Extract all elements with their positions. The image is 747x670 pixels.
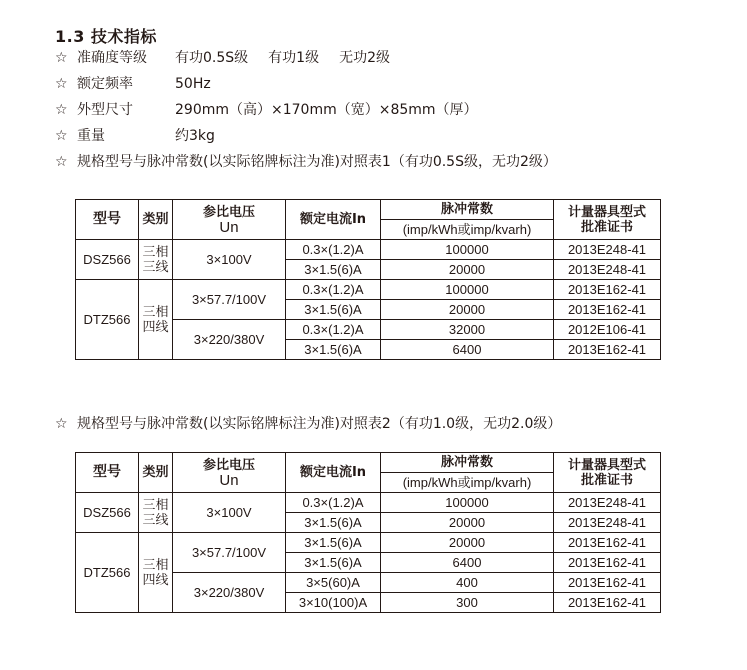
table-2-title <box>55 414 561 434</box>
model-cell: DTZ566 <box>76 533 139 613</box>
star-icon: ☆ <box>55 154 68 170</box>
table-row <box>76 280 661 300</box>
category-text: 三相 三线 <box>142 497 169 528</box>
current-cell: 0.3×(1.2)A <box>286 280 381 300</box>
category-text: 三相 四线 <box>142 304 169 335</box>
header-approval-line2: 批准证书 <box>580 219 633 235</box>
voltage-cell: 3×57.7/100V <box>173 533 286 573</box>
current-cell: 3×1.5(6)A <box>286 553 381 573</box>
spec-value: 有功0.5S级 <box>175 50 249 66</box>
table-1-title <box>55 152 557 172</box>
star-icon: ☆ <box>55 416 68 432</box>
pulse-cell: 6400 <box>381 553 554 573</box>
header-voltage <box>173 200 286 240</box>
cert-cell: 2013E248-41 <box>554 260 661 280</box>
header-approval <box>554 200 661 240</box>
pulse-cell: 300 <box>381 593 554 613</box>
current-cell: 0.3×(1.2)A <box>286 320 381 340</box>
cert-cell: 2013E162-41 <box>554 340 661 360</box>
table-row <box>76 240 661 260</box>
current-cell: 3×1.5(6)A <box>286 260 381 280</box>
category-cell <box>139 533 173 613</box>
header-approval <box>554 453 661 493</box>
header-current: 额定电流In <box>286 200 381 240</box>
header-model: 型号 <box>76 200 139 240</box>
header-approval-line2: 批准证书 <box>580 472 633 488</box>
pulse-cell: 400 <box>381 573 554 593</box>
cert-cell: 2013E162-41 <box>554 280 661 300</box>
current-cell: 3×1.5(6)A <box>286 340 381 360</box>
current-cell: 3×1.5(6)A <box>286 533 381 553</box>
cert-cell: 2013E162-41 <box>554 573 661 593</box>
cert-cell: 2013E248-41 <box>554 240 661 260</box>
table-title-text: 规格型号与脉冲常数(以实际铭牌标注为准)对照表2（有功1.0级，无功2.0级） <box>77 416 562 432</box>
spec-value: 无功2级 <box>339 50 390 66</box>
spec-value: 290mm（高）×170mm（宽）×85mm（厚） <box>175 102 478 118</box>
spec-dimensions <box>55 100 478 120</box>
spec-weight <box>55 126 215 146</box>
cert-cell: 2013E248-41 <box>554 513 661 533</box>
category-text: 三相 四线 <box>142 557 169 588</box>
header-voltage-label: 参比电压 <box>202 457 255 473</box>
spec-table-1 <box>75 199 661 360</box>
model-cell: DSZ566 <box>76 493 139 533</box>
header-voltage-label: 参比电压 <box>202 204 255 220</box>
category-cell <box>139 280 173 360</box>
current-cell: 0.3×(1.2)A <box>286 240 381 260</box>
cert-cell: 2012E106-41 <box>554 320 661 340</box>
pulse-cell: 20000 <box>381 513 554 533</box>
pulse-cell: 20000 <box>381 533 554 553</box>
current-cell: 3×1.5(6)A <box>286 513 381 533</box>
pulse-cell: 20000 <box>381 260 554 280</box>
spec-label: 重量 <box>77 128 105 144</box>
category-text: 三相 三线 <box>142 244 169 275</box>
pulse-cell: 100000 <box>381 493 554 513</box>
spec-value: 有功1级 <box>268 50 320 66</box>
header-pulse-unit: (imp/kWh或imp/kvarh) <box>402 221 532 237</box>
spec-label: 外型尺寸 <box>77 102 133 118</box>
pulse-cell: 32000 <box>381 320 554 340</box>
cert-cell: 2013E162-41 <box>554 533 661 553</box>
voltage-cell: 3×100V <box>173 240 286 280</box>
current-cell: 3×1.5(6)A <box>286 300 381 320</box>
category-cell <box>139 240 173 280</box>
header-pulse: 脉冲常数 <box>381 453 554 473</box>
header-voltage <box>173 453 286 493</box>
spec-label: 额定频率 <box>77 76 133 92</box>
section-heading <box>55 24 157 47</box>
cert-cell: 2013E162-41 <box>554 553 661 573</box>
pulse-cell: 100000 <box>381 240 554 260</box>
voltage-cell: 3×220/380V <box>173 573 286 613</box>
star-icon: ☆ <box>55 76 68 92</box>
cert-cell: 2013E162-41 <box>554 300 661 320</box>
category-cell <box>139 493 173 533</box>
current-cell: 0.3×(1.2)A <box>286 493 381 513</box>
spec-frequency <box>55 74 211 94</box>
table-title-text: 规格型号与脉冲常数(以实际铭牌标注为准)对照表1（有功0.5S级，无功2级） <box>77 154 557 170</box>
section-number: 1.3 <box>55 27 85 46</box>
header-voltage-unit: Un <box>219 218 239 236</box>
pulse-cell: 20000 <box>381 300 554 320</box>
table-row <box>76 493 661 513</box>
pulse-cell: 100000 <box>381 280 554 300</box>
spec-value: 约3kg <box>175 128 215 144</box>
voltage-cell: 3×220/380V <box>173 320 286 360</box>
cert-cell: 2013E162-41 <box>554 593 661 613</box>
pulse-cell: 6400 <box>381 340 554 360</box>
star-icon: ☆ <box>55 102 68 118</box>
model-cell: DTZ566 <box>76 280 139 360</box>
spec-value: 50Hz <box>175 76 211 92</box>
section-title: 技术指标 <box>90 27 157 46</box>
voltage-cell: 3×57.7/100V <box>173 280 286 320</box>
star-icon: ☆ <box>55 128 68 144</box>
model-cell: DSZ566 <box>76 240 139 280</box>
star-icon: ☆ <box>55 50 68 66</box>
header-category: 类别 <box>139 200 173 240</box>
header-current: 额定电流In <box>286 453 381 493</box>
header-approval-line1: 计量器具型式 <box>567 204 646 220</box>
header-pulse-unit: (imp/kWh或imp/kvarh) <box>402 474 532 490</box>
current-cell: 3×10(100)A <box>286 593 381 613</box>
header-voltage-unit: Un <box>219 471 239 489</box>
header-category: 类别 <box>139 453 173 493</box>
header-approval-line1: 计量器具型式 <box>567 457 646 473</box>
current-cell: 3×5(60)A <box>286 573 381 593</box>
voltage-cell: 3×100V <box>173 493 286 533</box>
spec-label: 准确度等级 <box>77 50 147 66</box>
spec-table-2 <box>75 452 661 613</box>
table-row <box>76 533 661 553</box>
spec-accuracy <box>55 48 390 68</box>
header-model: 型号 <box>76 453 139 493</box>
cert-cell: 2013E248-41 <box>554 493 661 513</box>
header-pulse: 脉冲常数 <box>381 200 554 220</box>
